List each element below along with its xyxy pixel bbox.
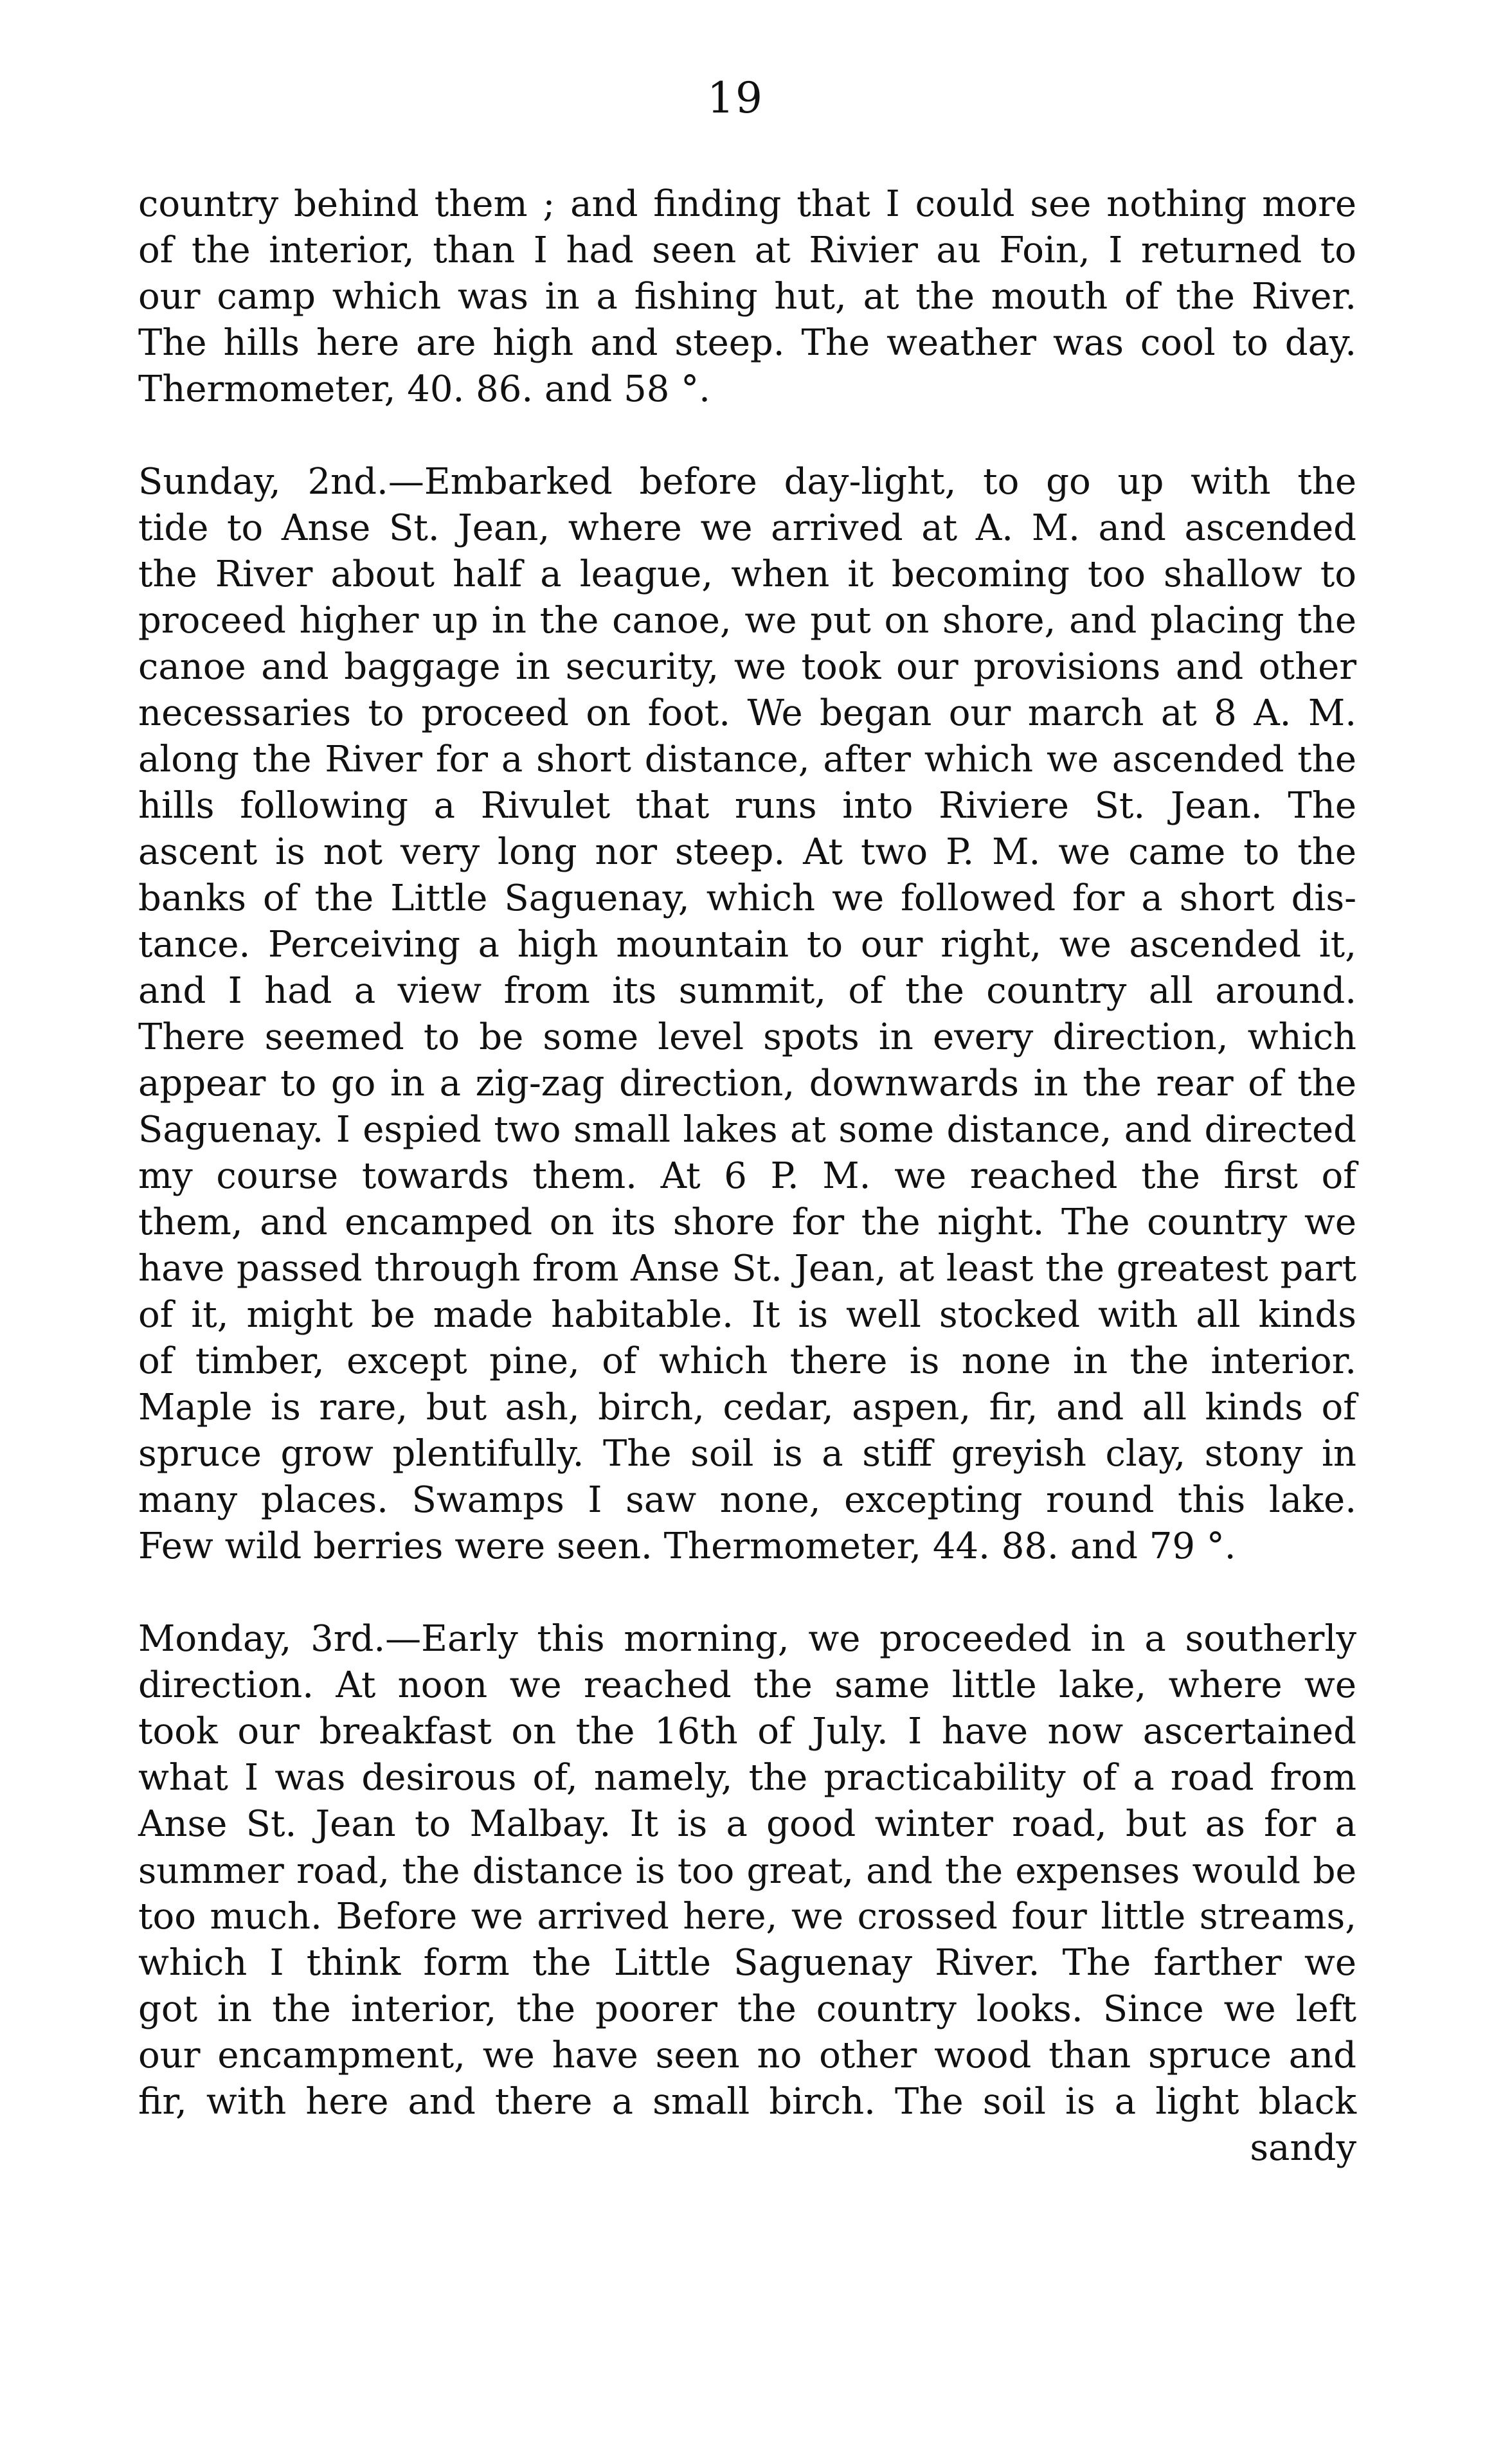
text-line: direction. At noon we reached the same little lake, where we [138, 1664, 1356, 1706]
paragraph-2 [138, 459, 1356, 1570]
text-line: tance. Perceiving a high mountain to our right, we ascended it, [138, 924, 1356, 966]
text-line: our camp which was in a fishing hut, at the mouth of the River. [138, 276, 1356, 318]
text-line: took our breakfast on the 16th of July. I have now ascertained [138, 1711, 1356, 1752]
paragraph-gap [138, 1570, 1356, 1616]
text-line: necessaries to proceed on foot. We began our march at 8 A. M. [138, 692, 1356, 734]
text-line: of the interior, than I had seen at Rivier au Foin, I returned to [138, 229, 1356, 271]
text-line: tide to Anse St. Jean, where we arrived at A. M. and ascended [138, 507, 1356, 549]
text-line: many places. Swamps I saw none, excepting round this lake. [138, 1479, 1356, 1521]
text-line: The hills here are high and steep. The weather was cool to day. [138, 322, 1356, 364]
text-line: them, and encamped on its shore for the night. The country we [138, 1201, 1356, 1243]
text-line: Sunday, 2nd.—Embarked before day-light, to go up with the [138, 461, 1356, 503]
text-line: There seemed to be some level spots in every direction, which [138, 1016, 1356, 1058]
text-line: fir, with here and there a small birch. The soil is a light black [138, 2081, 1356, 2123]
paragraph-3 [138, 1616, 1356, 2125]
text-line: appear to go in a zig-zag direction, downwards in the rear of the [138, 1063, 1356, 1104]
text-line: too much. Before we arrived here, we crossed four little streams, [138, 1896, 1356, 1938]
text-line: Monday, 3rd.—Early this morning, we proceeded in a southerly [138, 1618, 1356, 1660]
text-line: summer road, the distance is too great, and the expenses would be [138, 1850, 1356, 1891]
text-line: hills following a Rivulet that runs into Riviere St. Jean. The [138, 785, 1356, 827]
text-line: and I had a view from its summit, of the country all around. [138, 970, 1356, 1012]
catchword: sandy [1250, 2127, 1356, 2169]
text-line: Saguenay. I espied two small lakes at some distance, and directed [138, 1109, 1356, 1151]
text-line: what I was desirous of, namely, the practicability of a road from [138, 1757, 1356, 1799]
text-line: my course towards them. At 6 P. M. we reached the first of [138, 1155, 1356, 1197]
text-line: Maple is rare, but ash, birch, cedar, aspen, fir, and all kinds of [138, 1387, 1356, 1428]
text-line: ascent is not very long nor steep. At two P. M. we came to the [138, 831, 1356, 873]
text-line: spruce grow plentifully. The soil is a stiff greyish clay, stony in [138, 1433, 1356, 1475]
page-number: 19 [707, 73, 764, 123]
text-line: Few wild berries were seen. Thermometer, 44. 88. and 79 °. [138, 1525, 1236, 1567]
paragraph-1 [138, 181, 1356, 413]
text-line: proceed higher up in the canoe, we put on shore, and placing the [138, 600, 1356, 642]
text-line: the River about half a league, when it becoming too shallow to [138, 553, 1356, 595]
text-column [138, 181, 1356, 2172]
text-line: along the River for a short distance, after which we ascended the [138, 739, 1356, 780]
text-line: which I think form the Little Saguenay River. The farther we [138, 1942, 1356, 1984]
text-line: Anse St. Jean to Malbay. It is a good winter road, but as for a [138, 1803, 1356, 1845]
text-line: of it, might be made habitable. It is well stocked with all kinds [138, 1294, 1356, 1336]
text-line: Thermometer, 40. 86. and 58 °. [138, 368, 710, 410]
text-line: banks of the Little Saguenay, which we followed for a short dis- [138, 877, 1356, 919]
text-line: got in the interior, the poorer the country looks. Since we left [138, 1988, 1356, 2030]
text-line: have passed through from Anse St. Jean, at least the greatest part [138, 1248, 1356, 1290]
text-line: of timber, except pine, of which there is none in the interior. [138, 1340, 1356, 1382]
text-line: country behind them ; and finding that I could see nothing more [138, 183, 1356, 225]
text-line: canoe and baggage in security, we took our provisions and other [138, 646, 1356, 688]
text-line: our encampment, we have seen no other wood than spruce and [138, 2035, 1356, 2076]
paragraph-gap [138, 413, 1356, 459]
